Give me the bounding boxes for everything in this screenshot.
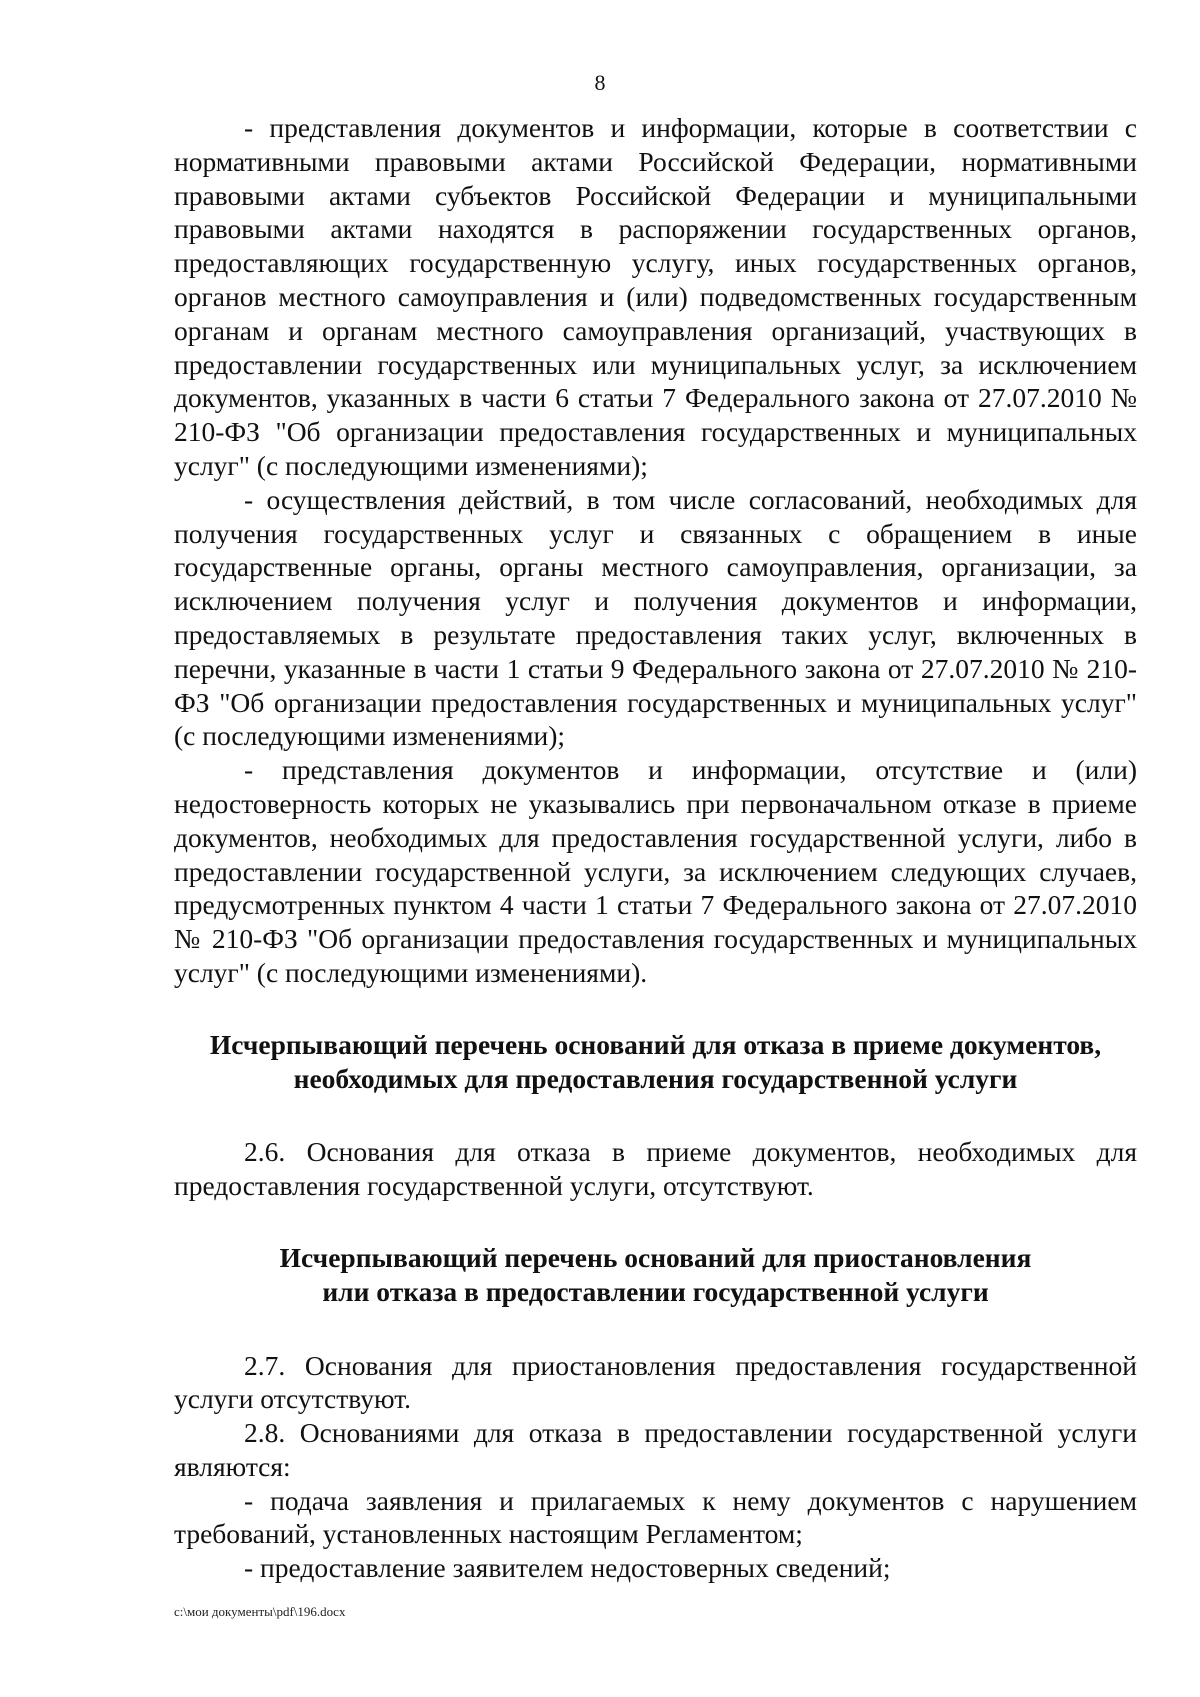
paragraph-documents-not-indicated: - представления документов и информации, отсутствие и (или) недостоверность которых не указывались при первоначальном отказе в приеме документов, необходимых для предоставления государственной услуги, либо в предоставлении государственной услуги, за исключением следующих случаев, предусмотренных пунктом 4 части 1 статьи 7 Федерального закона от 27.07.2010 № 210-ФЗ "Об организации предоставления государственных и муниципальных услуг" (с последующими изменениями). [174,754,1137,988]
document-body [174,111,1137,1585]
heading-line-1: Исчерпывающий перечень оснований для приостановления [279,1241,1032,1273]
paragraph-2-7: 2.7. Основания для приостановления предоставления государственной услуги отсутствуют. [174,1349,1137,1415]
section-heading-suspension-refusal [174,1241,1137,1309]
heading-line-2: необходимых для предоставления государственной услуги [293,1062,1018,1094]
paragraph-documents-information: - представления документов и информации, которые в соответствии с нормативными правовыми актами Российской Федерации, нормативными правовыми актами субъектов Российской Федерации и муниципальными правовыми актами находятся в распоряжении государственных органов, предоставляющих государственную услугу, иных государственных органов, органов местного самоуправления и (или) подведомственных государственным органам и органам местного самоуправления организаций, участвующих в предоставлении государственных или муниципальных услуг, за исключением документов, указанных в части 6 статьи 7 Федерального закона от 27.07.2010 № 210-ФЗ "Об организации предоставления государственных и муниципальных услуг" (с последующими изменениями); [174,112,1137,481]
paragraph-2-8: 2.8. Основаниями для отказа в предоставлении государственной услуги являются: [174,1417,1137,1482]
section-heading-refusal-acceptance [174,1028,1137,1096]
paragraph-false-information: - предоставление заявителем недостоверных сведений; [244,1552,891,1584]
heading-line-1: Исчерпывающий перечень оснований для отказа в приеме документов, [209,1028,1102,1060]
paragraph-actions-approvals: - осуществления действий, в том числе согласований, необходимых для получения государственных услуг и связанных с обращением в иные государственные органы, органы местного самоуправления, организации, за исключением получения услуг и получения документов и информации, предоставляемых в результате предоставления таких услуг, включенных в перечни, указанные в части 1 статьи 9 Федерального закона от 27.07.2010 № 210-ФЗ "Об организации предоставления государственных и муниципальных услуг" (с последующими изменениями); [174,483,1137,752]
page-number: 8 [594,70,606,95]
footer-file-path: c:\мои документы\pdf\196.docx [174,1604,346,1619]
paragraph-2-6: 2.6. Основания для отказа в приеме документов, необходимых для предоставления государственной услуги, отсутствуют. [174,1136,1137,1202]
heading-line-2: или отказа в предоставлении государственной услуги [322,1275,989,1307]
paragraph-application-violation: - подача заявления и прилагаемых к нему документов с нарушением требований, установленных настоящим Регламентом; [174,1484,1137,1550]
